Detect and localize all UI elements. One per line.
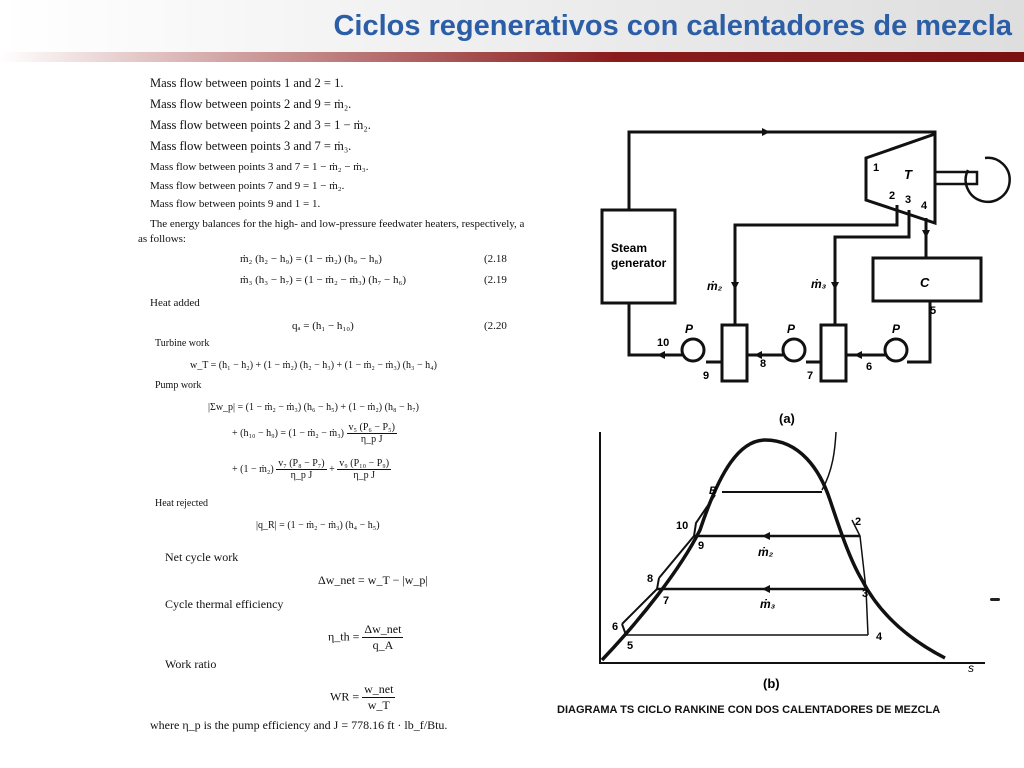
fraction-numerator: w_net (364, 682, 394, 696)
point-label: 10 (657, 337, 670, 349)
high-pressure-heater (722, 325, 747, 381)
point-label: 2 (889, 190, 896, 202)
efficiency-label: Cycle thermal efficiency (165, 597, 284, 611)
point-label: 8 (760, 358, 767, 370)
fraction-denominator: η_p J (353, 470, 375, 481)
plus-sign: + (329, 463, 335, 475)
heat-added-label: Heat added (150, 297, 200, 309)
equation-number: (2.18 (484, 253, 507, 265)
mass-flow-line: Mass flow between points 2 and 9 = ṁ₂. (150, 97, 352, 111)
point-label: 4 (921, 200, 928, 212)
pump-p3 (885, 339, 907, 361)
energy-balance-intro: The energy balances for the high- and low-pressure feedwater heaters, respectively, a (150, 218, 525, 230)
fraction-denominator: η_p J (290, 470, 313, 481)
saturation-dome (602, 440, 945, 660)
steam-generator-label: generator (611, 256, 667, 270)
mass-flow-line: Mass flow between points 7 and 9 = 1 − ṁ₂. (150, 180, 345, 192)
equation-2-19: ṁ₃ (h₃ − h₇) = (1 − ṁ₂ − ṁ₃) (h₇ − h₆) (240, 274, 407, 286)
flow-arrow (762, 128, 770, 136)
figure-caption: DIAGRAMA TS CICLO RANKINE CON DOS CALENTADORES DE MEZCLA (557, 704, 941, 716)
fraction-numerator: Δw_net (364, 622, 402, 636)
point-label: 9 (698, 540, 705, 552)
equation-number: (2.19 (484, 274, 507, 286)
flow-arrow (831, 282, 839, 290)
efficiency-equation (328, 622, 403, 653)
heat-added-equation: qₐ = (h₁ − h₁₀) (292, 320, 354, 332)
fraction (362, 682, 395, 713)
work-ratio-equation (330, 682, 395, 713)
fraction-numerator: v₅ (P₆ − P₅) (348, 422, 395, 433)
mass-flow-line: Mass flow between points 1 and 2 = 1. (150, 76, 344, 90)
point-label: 5 (930, 305, 937, 317)
condenser-label: C (920, 275, 930, 290)
pump-term: + (1 − ṁ₂) (232, 463, 274, 475)
fraction-numerator: v₇ (P₈ − P₇) (278, 458, 325, 469)
ts-diagram (590, 432, 990, 694)
pump-label: P (787, 322, 796, 336)
equation-number: (2.20 (484, 320, 507, 332)
flow-arrow (731, 282, 739, 290)
turbine-work-equation: w_T = (h₁ − h₂) + (1 − ṁ₂) (h₂ − h₃) + (1 − ṁ₂ − ṁ₃) (h₃ − h₄) (190, 360, 437, 371)
point-label: 1 (873, 162, 880, 174)
entropy-axis-label: s (968, 661, 974, 675)
energy-balance-intro-cont: as follows: (138, 233, 186, 245)
flow-arrow (922, 230, 930, 238)
pump-p2 (783, 339, 805, 361)
heat-rejected-label: Heat rejected (155, 498, 209, 509)
extraction-m2-label: ṁ₂ (707, 279, 723, 293)
fraction (337, 458, 391, 481)
pump-term: + (h₁₀ − h₉) = (1 − ṁ₂ − ṁ₃) (232, 427, 345, 439)
flow-arrow (762, 532, 770, 540)
efficiency-lhs: η_th = (328, 629, 360, 644)
fraction-denominator: w_T (367, 698, 390, 712)
title-bar (0, 0, 1024, 52)
heat-rejected-equation: |q_R| = (1 − ṁ₂ − ṁ₃) (h₄ − h₅) (256, 520, 380, 531)
point-label: 7 (807, 370, 814, 382)
rankine-schematic (590, 118, 1010, 433)
load-rotation (966, 158, 1010, 202)
pump-work-label: Pump work (155, 380, 202, 391)
fraction-denominator: η_p J (360, 434, 383, 445)
steam-generator-label: Steam (611, 241, 648, 255)
work-ratio-label: Work ratio (165, 657, 217, 671)
work-ratio-lhs: WR = (330, 689, 360, 704)
point-label: 5 (627, 640, 634, 652)
flow-arrow (657, 351, 665, 359)
turbine-work-label: Turbine work (155, 338, 210, 349)
pump-label: P (892, 322, 901, 336)
pump-work-equation: |Σw_p| = (1 − ṁ₂ − ṁ₃) (h₆ − h₅) + (1 − ṁ₂) (h₈ − h₇) (208, 402, 419, 413)
flow-arrow (854, 351, 862, 359)
flow-label-m2: ṁ₂ (758, 545, 774, 559)
turbine-label: T (904, 167, 912, 182)
pump-work-equation-line3 (232, 458, 391, 481)
panel-label-a: (a) (779, 411, 795, 426)
turbine-shaft (935, 172, 977, 184)
mass-flow-line: Mass flow between points 3 and 7 = 1 − ṁ₂ − ṁ₃. (150, 161, 369, 173)
point-label: 3 (862, 588, 869, 600)
fraction (276, 458, 326, 481)
title-underline (0, 52, 1024, 62)
t-axis (600, 432, 985, 663)
page-title: Ciclos regenerativos con calentadores de mezcla (333, 10, 1012, 42)
point-label: 10 (676, 520, 689, 532)
pump-label: P (685, 322, 694, 336)
point-label: 3 (905, 194, 912, 206)
pump-p1 (682, 339, 704, 361)
point-label: 7 (663, 595, 670, 607)
point-label: 6 (612, 621, 619, 633)
cycle-7-8 (657, 578, 659, 589)
fraction (347, 422, 397, 445)
feed-line-10-sg (629, 303, 682, 355)
footnote: where η_p is the pump efficiency and J = 778.16 ft · lb_f/Btu. (150, 718, 448, 732)
net-work-label: Net cycle work (165, 550, 239, 564)
extraction-m3-label: ṁ₃ (811, 277, 827, 291)
net-work-equation: Δw_net = w_T − |w_p| (318, 573, 428, 587)
fraction (362, 622, 403, 653)
point-label: 6 (866, 361, 873, 373)
point-label: 8 (647, 573, 654, 585)
flow-label-m3: ṁ₃ (760, 597, 776, 611)
textbook-excerpt (138, 70, 525, 740)
equation-2-18: ṁ₂ (h₂ − h₉) = (1 − ṁ₂) (h₉ − h₈) (240, 253, 382, 265)
stray-mark (990, 598, 1000, 601)
fraction-denominator: q_A (372, 638, 394, 652)
fraction-numerator: v₉ (P₁₀ − P₉) (339, 458, 390, 469)
pump-work-equation-line2 (232, 422, 397, 445)
point-label: 9 (703, 370, 710, 382)
point-label: 4 (876, 631, 883, 643)
point-label: 2 (855, 516, 862, 528)
mass-flow-line: Mass flow between points 3 and 7 = ṁ₃. (150, 139, 352, 153)
flow-arrow (762, 585, 770, 593)
mass-flow-line: Mass flow between points 2 and 3 = 1 − ṁ₂. (150, 118, 371, 132)
mass-flow-line: Mass flow between points 9 and 1 = 1. (150, 198, 321, 210)
low-pressure-heater (821, 325, 846, 381)
point-label: B (709, 485, 717, 497)
condensate-line (907, 301, 930, 362)
panel-label-b: (b) (763, 676, 780, 691)
